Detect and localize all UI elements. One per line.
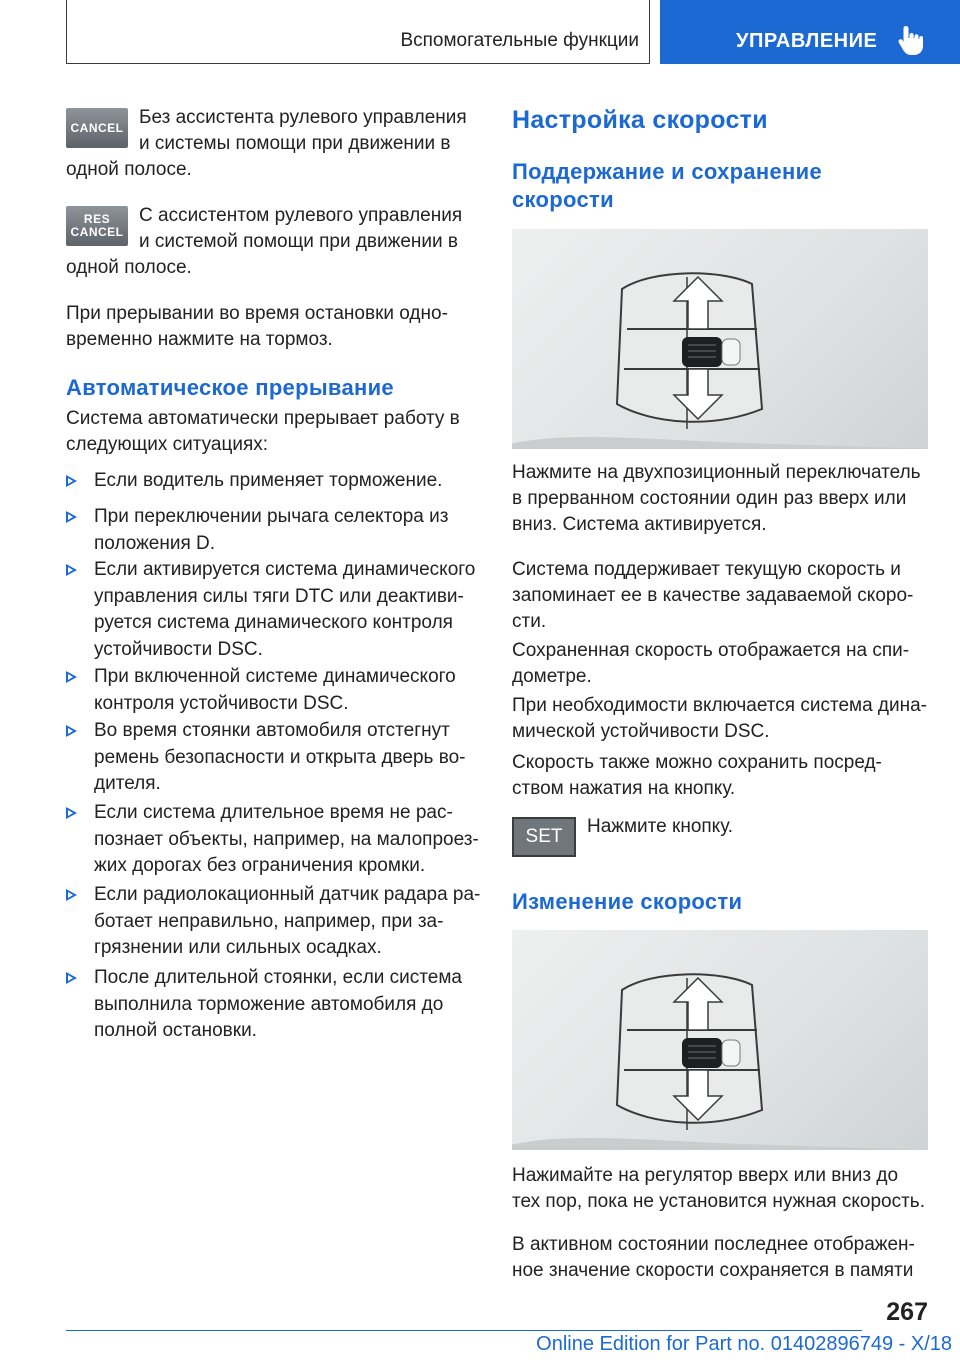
p2-line-1: Система поддерживает текущую скорость и	[512, 559, 901, 580]
header-section-box	[66, 0, 650, 64]
set-text: Нажмите кнопку.	[587, 816, 734, 837]
p2-line-2: запоминает ее в качестве задаваемой скоро-	[512, 585, 914, 606]
auto-interrupt-heading: Автоматическое прерывание	[66, 375, 394, 400]
cancel-text-line-3: одной полосе.	[66, 159, 192, 180]
cancel-text-line-1: Без ассистента рулевого управления	[139, 107, 467, 128]
p3-line-1: Сохраненная скорость отображается на спи-	[512, 640, 910, 661]
bullet-triangle-icon	[66, 889, 77, 901]
p4-line-1: При необходимости включается система дина-	[512, 695, 928, 716]
res-text-line-1: С ассистентом рулевого управления	[139, 205, 463, 226]
change-speed-heading: Изменение скорости	[512, 889, 743, 914]
p6-line-2: тех пор, пока не установится нужная скорость.	[512, 1191, 925, 1212]
maintain-speed-heading-line-2: скорости	[512, 187, 614, 212]
bullet-triangle-icon	[66, 671, 77, 683]
brake-text-line-2: временно нажмите на тормоз.	[66, 329, 333, 350]
auto-intro-line-2: следующих ситуациях:	[66, 434, 269, 455]
cancel-button-icon: CANCEL	[66, 108, 128, 148]
page-number: 267	[886, 1298, 928, 1326]
p5-line-1: Скорость также можно сохранить посред-	[512, 752, 882, 773]
steering-wheel-switch-image-2	[512, 930, 928, 1150]
p1-line-3: вниз. Система активируется.	[512, 514, 767, 535]
set-button-icon: SET	[512, 817, 576, 857]
footer-divider	[66, 1330, 862, 1331]
footer-edition-text: Online Edition for Part no. 01402896749 - X/18	[536, 1333, 952, 1355]
p6-line-1: Нажимайте на регулятор вверх или вниз до	[512, 1165, 899, 1186]
res-text-line-2: и системой помощи при движении в	[139, 231, 459, 252]
header-section-title: Вспомогательные функции	[400, 30, 639, 51]
header-tab[interactable]	[660, 0, 960, 64]
auto-intro-line-1: Система автоматически прерывает работу в	[66, 408, 460, 429]
cancel-text-line-2: и системы помощи при движении в	[139, 133, 451, 154]
p1-line-1: Нажмите на двухпозиционный переключатель	[512, 462, 921, 483]
bullet-triangle-icon	[66, 511, 77, 523]
p7-line-2: ное значение скорости сохраняется в памяти	[512, 1260, 914, 1281]
bullet-triangle-icon	[66, 972, 77, 984]
brake-text-line-1: При прерывании во время остановки одно-	[66, 303, 448, 324]
p1-line-2: в прерванном состоянии один раз вверх или	[512, 488, 907, 509]
maintain-speed-heading-line-1: Поддержание и сохранение	[512, 159, 822, 184]
speed-setting-heading: Настройка скорости	[512, 106, 768, 134]
bullet-triangle-icon	[66, 475, 77, 487]
p2-line-3: сти.	[512, 611, 547, 632]
hand-pointer-icon	[896, 24, 926, 56]
p3-line-2: дометре.	[512, 666, 592, 687]
steering-wheel-switch-image	[512, 229, 928, 449]
p7-line-1: В активном состоянии последнее отображен-	[512, 1234, 915, 1255]
bullet-triangle-icon	[66, 725, 77, 737]
header-tab-label: УПРАВЛЕНИЕ	[736, 30, 878, 52]
p4-line-2: мической устойчивости DSC.	[512, 721, 770, 742]
p5-line-2: ством нажатия на кнопку.	[512, 778, 736, 799]
bullet-triangle-icon	[66, 564, 77, 576]
bullet-triangle-icon	[66, 807, 77, 819]
res-cancel-button-icon: RES CANCEL	[66, 206, 128, 246]
res-text-line-3: одной полосе.	[66, 257, 192, 278]
